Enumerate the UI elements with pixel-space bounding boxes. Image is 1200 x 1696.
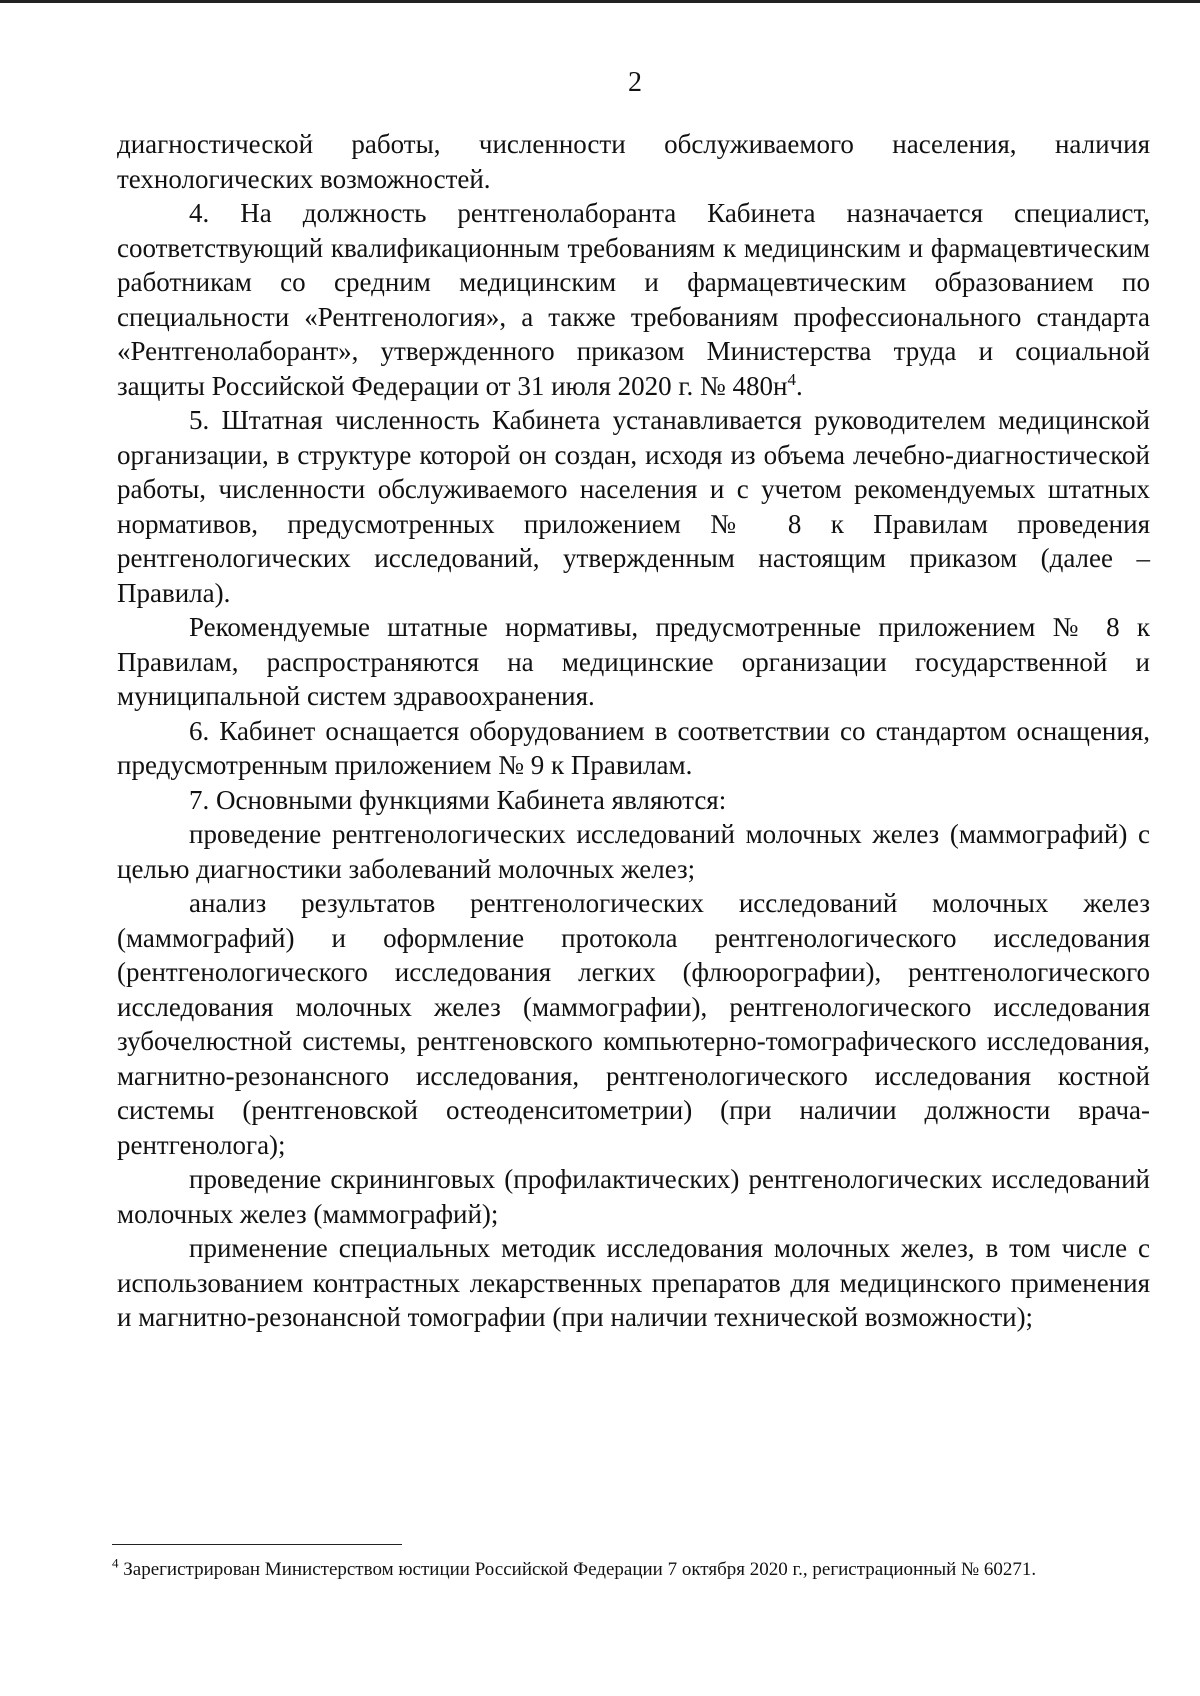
paragraph-staff-norms bbox=[117, 610, 1150, 714]
paragraph-text: 7. Основными функциями Кабинета являются: bbox=[189, 784, 727, 815]
paragraph-item-4 bbox=[117, 196, 1150, 403]
paragraph-text: 6. Кабинет оснащается оборудованием в соответствии со стандартом оснащения, предусмотренным приложением № 9 к Правилам. bbox=[117, 715, 1150, 780]
paragraph-text: 5. Штатная численность Кабинета устанавливается руководителем медицинской организации, в структуре которой он создан, исходя из объема лечебно-диагностической работы, численности обслуживаемого населения и с учетом рекомендуемых штатных нормативов, предусмотренных приложением № 8 к Правилам проведения рентгенологических исследований, утвержденным настоящим приказом (далее – Правила). bbox=[117, 405, 1150, 608]
function-item bbox=[117, 886, 1150, 1162]
paragraph-item-7 bbox=[117, 783, 1150, 818]
paragraph-text: применение специальных методик исследования молочных желез, в том числе с использованием контрастных лекарственных препаратов для медицинского применения и магнитно-резонансной томографии (при наличии технической возможности); bbox=[117, 1233, 1150, 1332]
page-number: 2 bbox=[628, 67, 642, 98]
footnote bbox=[112, 1555, 1162, 1582]
paragraph-text: анализ результатов рентгенологических исследований молочных желез (маммографий) и оформление протокола рентгенологического исследования (рентгенологического исследования легких (флюорографии), рентгенологического исследования молочных желез (маммографии), рентгенологического исследования зубочелюстной системы, рентгеновского компьютерно-томографического исследования, магнитно-резонансного исследования, рентгенологического исследования костной системы (рентгеновской остеоденситометрии) (при наличии должности врача-рентгенолога); bbox=[117, 888, 1150, 1160]
paragraph-tail: . bbox=[795, 370, 803, 401]
paragraph-text: Рекомендуемые штатные нормативы, предусмотренные приложением № 8 к Правилам, распространяются на медицинские организации государственной и муниципальной систем здравоохранения. bbox=[117, 612, 1150, 711]
paragraph-item-5 bbox=[117, 403, 1150, 610]
paragraph-text: диагностической работы, численности обслуживаемого населения, наличия технологических возможностей. bbox=[117, 129, 1150, 194]
paragraph-text: проведение рентгенологических исследований молочных желез (маммографий) с целью диагностики заболеваний молочных желез; bbox=[117, 819, 1150, 884]
footnote-text: Зарегистрирован Министерством юстиции Российской Федерации 7 октября 2020 г., регистрационный № 60271. bbox=[118, 1559, 1037, 1580]
function-item bbox=[117, 1162, 1150, 1231]
body-text bbox=[117, 127, 1150, 1335]
footnote-separator bbox=[112, 1544, 402, 1545]
footnote-reference: 4 bbox=[787, 369, 796, 389]
paragraph-item-6 bbox=[117, 714, 1150, 783]
function-item bbox=[117, 817, 1150, 886]
footnote-marker: 4 bbox=[112, 1555, 119, 1571]
paragraph-text: 4. На должность рентгенолаборанта Кабинета назначается специалист, соответствующий квалификационным требованиям к медицинским и фармацевтическим работникам со средним медицинским и фармацевтическим образованием по специальности «Рентгенология», а также требованиям профессионального стандарта «Рентгенолаборант», утвержденного приказом Министерства труда и социальной защиты Российской Федерации от 31 июля 2020 г. № 480н bbox=[117, 198, 1150, 401]
paragraph-continuation bbox=[117, 127, 1150, 196]
paragraph-text: проведение скрининговых (профилактических) рентгенологических исследований молочных желез (маммографий); bbox=[117, 1164, 1150, 1229]
function-item bbox=[117, 1231, 1150, 1335]
